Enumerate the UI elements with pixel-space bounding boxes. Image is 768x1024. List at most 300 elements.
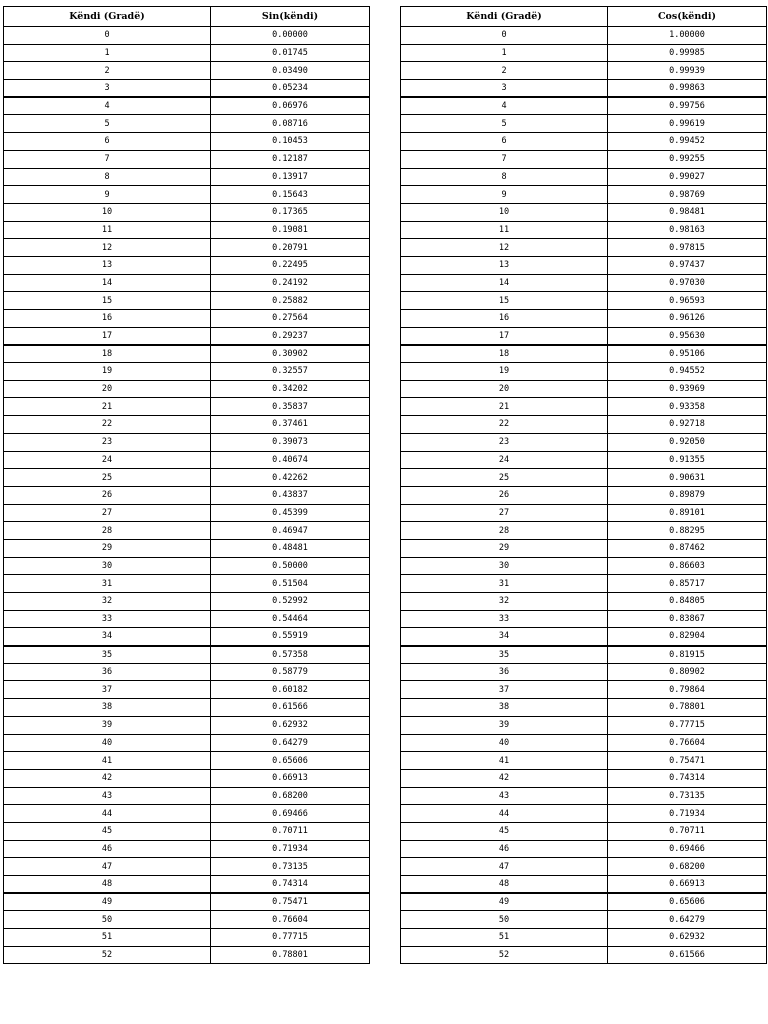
cos-table-row [401,593,767,611]
cos-angle-cell: 49 [401,893,608,911]
sin-table-row [4,80,370,98]
sin-angle-cell: 29 [4,539,211,557]
sin-angle-cell: 2 [4,62,211,80]
sin-table-row [4,345,370,363]
sin-angle-cell: 40 [4,734,211,752]
sin-header-angle: Këndi (Gradë) [4,7,211,27]
cos-table-row [401,663,767,681]
sin-table-row [4,769,370,787]
cos-table-row [401,681,767,699]
sin-value-cell: 0.13917 [211,168,370,186]
sin-value-cell: 0.58779 [211,663,370,681]
cos-table-row [401,858,767,876]
cos-value-cell: 0.90631 [608,469,767,487]
cos-value-cell: 1.00000 [608,27,767,45]
sin-angle-cell: 15 [4,292,211,310]
cos-angle-cell: 47 [401,858,608,876]
sin-value-cell: 0.34202 [211,380,370,398]
sin-value-cell: 0.00000 [211,27,370,45]
sin-angle-cell: 21 [4,398,211,416]
sin-table-row [4,575,370,593]
cos-table-row [401,292,767,310]
sin-angle-cell: 31 [4,575,211,593]
sin-table-row [4,822,370,840]
sin-table-row [4,504,370,522]
sin-angle-cell: 47 [4,858,211,876]
cos-angle-cell: 2 [401,62,608,80]
sin-value-cell: 0.60182 [211,681,370,699]
cos-angle-cell: 45 [401,822,608,840]
cos-angle-cell: 0 [401,27,608,45]
sin-value-cell: 0.43837 [211,486,370,504]
sin-value-cell: 0.40674 [211,451,370,469]
sin-table-row [4,663,370,681]
cos-table-row [401,769,767,787]
cos-angle-cell: 22 [401,416,608,434]
sin-value-cell: 0.08716 [211,115,370,133]
sin-angle-cell: 52 [4,946,211,964]
sin-value-cell: 0.03490 [211,62,370,80]
sin-value-cell: 0.76604 [211,911,370,929]
sin-value-cell: 0.12187 [211,150,370,168]
sin-table-row [4,522,370,540]
cos-angle-cell: 20 [401,380,608,398]
sin-value-cell: 0.37461 [211,416,370,434]
cos-value-cell: 0.89101 [608,504,767,522]
cos-table [400,6,767,964]
cos-table-row [401,539,767,557]
cos-table-row [401,646,767,664]
cos-table-body [401,27,767,964]
sin-angle-cell: 42 [4,769,211,787]
sin-value-cell: 0.01745 [211,44,370,62]
cos-value-cell: 0.70711 [608,822,767,840]
cos-angle-cell: 34 [401,628,608,646]
sin-table-row [4,97,370,115]
cos-angle-cell: 25 [401,469,608,487]
cos-table-row [401,486,767,504]
cos-table-row [401,345,767,363]
sin-angle-cell: 23 [4,433,211,451]
cos-table-row [401,822,767,840]
cos-table-row [401,310,767,328]
cos-value-cell: 0.68200 [608,858,767,876]
cos-angle-cell: 4 [401,97,608,115]
sin-value-cell: 0.25882 [211,292,370,310]
sin-table-row [4,398,370,416]
cos-angle-cell: 32 [401,593,608,611]
sin-value-cell: 0.50000 [211,557,370,575]
cos-angle-cell: 46 [401,840,608,858]
sin-angle-cell: 35 [4,646,211,664]
sin-table-header-row [4,7,370,27]
cos-angle-cell: 39 [401,716,608,734]
sin-angle-cell: 44 [4,805,211,823]
cos-angle-cell: 36 [401,663,608,681]
sin-value-cell: 0.51504 [211,575,370,593]
cos-angle-cell: 38 [401,699,608,717]
sin-value-cell: 0.45399 [211,504,370,522]
cos-table-row [401,433,767,451]
cos-table-row [401,734,767,752]
sin-value-cell: 0.27564 [211,310,370,328]
cos-value-cell: 0.99619 [608,115,767,133]
cos-table-row [401,221,767,239]
cos-table-row [401,929,767,947]
sin-value-cell: 0.22495 [211,256,370,274]
cos-table-row [401,893,767,911]
sin-table-row [4,911,370,929]
cos-angle-cell: 29 [401,539,608,557]
cos-table-row [401,628,767,646]
sin-value-cell: 0.74314 [211,876,370,894]
sin-table-row [4,787,370,805]
sin-table-row [4,752,370,770]
cos-header-value: Cos(këndi) [608,7,767,27]
cos-value-cell: 0.89879 [608,486,767,504]
cos-table-row [401,840,767,858]
cos-table-row [401,115,767,133]
sin-value-cell: 0.71934 [211,840,370,858]
sin-value-cell: 0.48481 [211,539,370,557]
sin-angle-cell: 13 [4,256,211,274]
sin-angle-cell: 49 [4,893,211,911]
sin-angle-cell: 30 [4,557,211,575]
sin-angle-cell: 32 [4,593,211,611]
sin-value-cell: 0.52992 [211,593,370,611]
sin-angle-cell: 41 [4,752,211,770]
sin-value-cell: 0.65606 [211,752,370,770]
sin-value-cell: 0.66913 [211,769,370,787]
sin-table-row [4,858,370,876]
cos-table-row [401,62,767,80]
cos-table-row [401,239,767,257]
sin-angle-cell: 50 [4,911,211,929]
cos-value-cell: 0.92718 [608,416,767,434]
sin-table-row [4,168,370,186]
sin-angle-cell: 8 [4,168,211,186]
cos-angle-cell: 30 [401,557,608,575]
sin-table-row [4,539,370,557]
sin-table-row [4,327,370,345]
cos-value-cell: 0.81915 [608,646,767,664]
sin-angle-cell: 4 [4,97,211,115]
sin-angle-cell: 48 [4,876,211,894]
sin-value-cell: 0.30902 [211,345,370,363]
cos-table-row [401,44,767,62]
sin-table-row [4,310,370,328]
sin-table-row [4,840,370,858]
sin-angle-cell: 14 [4,274,211,292]
sin-value-cell: 0.73135 [211,858,370,876]
cos-table-row [401,752,767,770]
sin-table-row [4,805,370,823]
cos-angle-cell: 43 [401,787,608,805]
cos-value-cell: 0.78801 [608,699,767,717]
cos-table-row [401,398,767,416]
cos-value-cell: 0.95106 [608,345,767,363]
sin-value-cell: 0.29237 [211,327,370,345]
sin-table-row [4,946,370,964]
sin-angle-cell: 3 [4,80,211,98]
cos-value-cell: 0.62932 [608,929,767,947]
sin-angle-cell: 1 [4,44,211,62]
sin-value-cell: 0.70711 [211,822,370,840]
cos-angle-cell: 15 [401,292,608,310]
sin-value-cell: 0.77715 [211,929,370,947]
cos-header-angle: Këndi (Gradë) [401,7,608,27]
cos-value-cell: 0.79864 [608,681,767,699]
sin-table-row [4,203,370,221]
sin-table-row [4,292,370,310]
sin-angle-cell: 7 [4,150,211,168]
sin-value-cell: 0.62932 [211,716,370,734]
cos-value-cell: 0.75471 [608,752,767,770]
cos-angle-cell: 16 [401,310,608,328]
sin-value-cell: 0.54464 [211,610,370,628]
sin-value-cell: 0.35837 [211,398,370,416]
cos-value-cell: 0.86603 [608,557,767,575]
sin-value-cell: 0.69466 [211,805,370,823]
sin-header-value: Sin(këndi) [211,7,370,27]
sin-table-row [4,876,370,894]
cos-table-row [401,80,767,98]
sin-angle-cell: 34 [4,628,211,646]
sin-table-row [4,646,370,664]
cos-angle-cell: 13 [401,256,608,274]
cos-angle-cell: 52 [401,946,608,964]
cos-table-row [401,168,767,186]
sin-value-cell: 0.17365 [211,203,370,221]
sin-table-row [4,363,370,381]
cos-table-row [401,451,767,469]
cos-table-row [401,27,767,45]
cos-angle-cell: 10 [401,203,608,221]
sin-angle-cell: 5 [4,115,211,133]
sin-table [3,6,370,964]
cos-value-cell: 0.96126 [608,310,767,328]
cos-value-cell: 0.93358 [608,398,767,416]
cos-value-cell: 0.84805 [608,593,767,611]
sin-table-row [4,27,370,45]
cos-value-cell: 0.97437 [608,256,767,274]
cos-value-cell: 0.85717 [608,575,767,593]
sin-table-row [4,274,370,292]
cos-value-cell: 0.98481 [608,203,767,221]
cos-table-row [401,787,767,805]
sin-value-cell: 0.06976 [211,97,370,115]
sin-value-cell: 0.20791 [211,239,370,257]
sin-value-cell: 0.39073 [211,433,370,451]
sin-table-row [4,699,370,717]
cos-table-row [401,575,767,593]
sin-angle-cell: 46 [4,840,211,858]
cos-value-cell: 0.80902 [608,663,767,681]
cos-table-row [401,805,767,823]
sin-table-body [4,27,370,964]
cos-table-row [401,186,767,204]
cos-value-cell: 0.99985 [608,44,767,62]
sin-angle-cell: 28 [4,522,211,540]
sin-angle-cell: 51 [4,929,211,947]
cos-angle-cell: 28 [401,522,608,540]
sin-table-row [4,62,370,80]
cos-table-row [401,610,767,628]
sin-table-row [4,133,370,151]
cos-value-cell: 0.99756 [608,97,767,115]
sin-value-cell: 0.55919 [211,628,370,646]
sin-angle-cell: 38 [4,699,211,717]
cos-table-row [401,911,767,929]
cos-angle-cell: 37 [401,681,608,699]
cos-table-header-row [401,7,767,27]
cos-angle-cell: 3 [401,80,608,98]
cos-value-cell: 0.92050 [608,433,767,451]
cos-angle-cell: 9 [401,186,608,204]
cos-value-cell: 0.97030 [608,274,767,292]
sin-table-row [4,557,370,575]
sin-angle-cell: 24 [4,451,211,469]
cos-table-row [401,946,767,964]
cos-angle-cell: 31 [401,575,608,593]
cos-table-row [401,150,767,168]
cos-angle-cell: 41 [401,752,608,770]
cos-table-row [401,504,767,522]
cos-table-row [401,716,767,734]
sin-angle-cell: 37 [4,681,211,699]
sin-angle-cell: 39 [4,716,211,734]
cos-value-cell: 0.77715 [608,716,767,734]
sin-value-cell: 0.68200 [211,787,370,805]
sin-table-row [4,716,370,734]
sin-value-cell: 0.64279 [211,734,370,752]
cos-value-cell: 0.99027 [608,168,767,186]
cos-value-cell: 0.64279 [608,911,767,929]
cos-angle-cell: 50 [401,911,608,929]
cos-table-row [401,876,767,894]
sin-value-cell: 0.61566 [211,699,370,717]
cos-value-cell: 0.91355 [608,451,767,469]
cos-angle-cell: 1 [401,44,608,62]
sin-angle-cell: 45 [4,822,211,840]
cos-angle-cell: 35 [401,646,608,664]
cos-table-row [401,522,767,540]
cos-angle-cell: 19 [401,363,608,381]
cos-angle-cell: 21 [401,398,608,416]
cos-value-cell: 0.61566 [608,946,767,964]
cos-value-cell: 0.99255 [608,150,767,168]
sin-angle-cell: 33 [4,610,211,628]
cos-angle-cell: 42 [401,769,608,787]
cos-angle-cell: 14 [401,274,608,292]
sin-angle-cell: 19 [4,363,211,381]
cos-table-row [401,699,767,717]
cos-value-cell: 0.87462 [608,539,767,557]
sin-table-row [4,186,370,204]
sin-angle-cell: 25 [4,469,211,487]
sin-value-cell: 0.46947 [211,522,370,540]
cos-angle-cell: 18 [401,345,608,363]
cos-table-row [401,97,767,115]
cos-value-cell: 0.76604 [608,734,767,752]
sin-angle-cell: 27 [4,504,211,522]
cos-table-row [401,327,767,345]
cos-table-row [401,416,767,434]
sin-value-cell: 0.05234 [211,80,370,98]
sin-table-row [4,593,370,611]
cos-table-row [401,256,767,274]
cos-angle-cell: 27 [401,504,608,522]
sin-table-row [4,416,370,434]
cos-angle-cell: 12 [401,239,608,257]
cos-value-cell: 0.66913 [608,876,767,894]
sin-angle-cell: 6 [4,133,211,151]
sin-angle-cell: 17 [4,327,211,345]
cos-angle-cell: 6 [401,133,608,151]
cos-table-row [401,380,767,398]
sin-value-cell: 0.24192 [211,274,370,292]
sin-angle-cell: 20 [4,380,211,398]
cos-value-cell: 0.97815 [608,239,767,257]
cos-angle-cell: 48 [401,876,608,894]
cos-table-row [401,469,767,487]
sin-angle-cell: 0 [4,27,211,45]
sin-angle-cell: 26 [4,486,211,504]
cos-value-cell: 0.83867 [608,610,767,628]
cos-angle-cell: 40 [401,734,608,752]
sin-table-row [4,239,370,257]
sin-value-cell: 0.75471 [211,893,370,911]
sin-table-row [4,433,370,451]
sin-table-row [4,610,370,628]
sin-table-row [4,451,370,469]
sin-value-cell: 0.32557 [211,363,370,381]
cos-table-row [401,203,767,221]
cos-value-cell: 0.65606 [608,893,767,911]
sin-value-cell: 0.15643 [211,186,370,204]
sin-angle-cell: 43 [4,787,211,805]
sin-value-cell: 0.57358 [211,646,370,664]
cos-angle-cell: 7 [401,150,608,168]
cos-value-cell: 0.99452 [608,133,767,151]
cos-angle-cell: 23 [401,433,608,451]
sin-table-row [4,221,370,239]
sin-table-row [4,150,370,168]
sin-angle-cell: 16 [4,310,211,328]
cos-value-cell: 0.94552 [608,363,767,381]
sin-table-row [4,893,370,911]
sin-value-cell: 0.10453 [211,133,370,151]
cos-value-cell: 0.93969 [608,380,767,398]
sin-table-row [4,628,370,646]
sin-value-cell: 0.19081 [211,221,370,239]
cos-table-row [401,274,767,292]
sin-table-row [4,734,370,752]
cos-angle-cell: 11 [401,221,608,239]
cos-value-cell: 0.71934 [608,805,767,823]
sin-table-row [4,44,370,62]
sin-table-row [4,486,370,504]
sin-angle-cell: 10 [4,203,211,221]
sin-table-row [4,256,370,274]
sin-angle-cell: 11 [4,221,211,239]
cos-value-cell: 0.95630 [608,327,767,345]
sin-table-row [4,380,370,398]
cos-value-cell: 0.74314 [608,769,767,787]
cos-value-cell: 0.98163 [608,221,767,239]
cos-angle-cell: 17 [401,327,608,345]
cos-angle-cell: 24 [401,451,608,469]
